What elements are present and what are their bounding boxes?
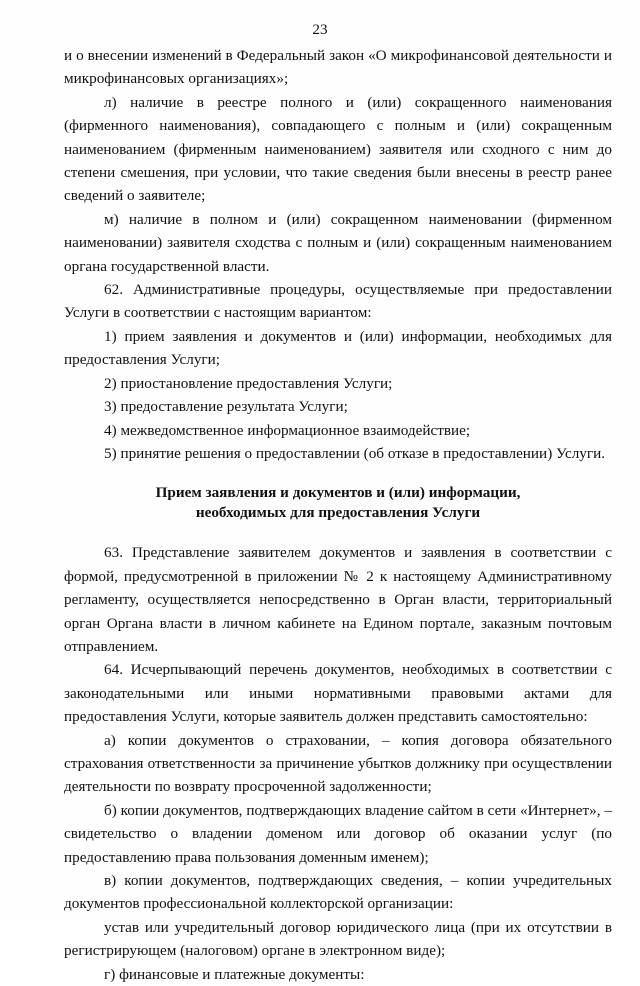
document-body bbox=[64, 44, 612, 986]
paragraph: в) копии документов, подтверждающих сведения, – копии учредительных документов профессиональной коллекторской организации: bbox=[64, 872, 612, 913]
paragraph: 2) приостановление предоставления Услуги; bbox=[104, 374, 393, 392]
paragraph: 5) принятие решения о предоставлении (об отказе в предоставлении) Услуги. bbox=[104, 444, 606, 462]
paragraph: 64. Исчерпывающий перечень документов, необходимых в соответствии с законодательными или иными нормативными правовыми актами для предоставления Услуги, которые заявитель должен представить самостоятельно: bbox=[64, 661, 612, 726]
paragraph: и о внесении изменений в Федеральный закон «О микрофинансовой деятельности и микрофинансовых организациях»; bbox=[64, 47, 612, 88]
paragraph: а) копии документов о страховании, – копия договора обязательного страхования ответственности за причинение убытков должнику при осуществлении деятельности по возврату просроченной задолженности; bbox=[64, 731, 612, 796]
paragraph: 63. Представление заявителем документов и заявления в соответствии с формой, предусмотренной в приложении № 2 к настоящему Административному регламенту, осуществляется непосредственно в Орган власти, территориальный орган Органа власти в личном кабинете на Едином портале, заказным почтовым отправлением. bbox=[64, 544, 612, 655]
paragraph-block-top bbox=[64, 44, 612, 465]
section-heading-line-1: Прием заявления и документов и (или) информации, bbox=[155, 484, 521, 502]
section-heading-line-2: необходимых для предоставления Услуги bbox=[195, 504, 481, 522]
paragraph: л) наличие в реестре полного и (или) сокращенного наименования (фирменного наименования), совпадающего с полным и (или) сокращенным наименованием (фирменным наименованием) заявителя или сходного с ним до степени смешения, при условии, что такие сведения были внесены в реестр ранее сведений о заявителе; bbox=[64, 93, 612, 205]
paragraph-block-bottom bbox=[64, 541, 612, 986]
paragraph: б) копии документов, подтверждающих владение сайтом в сети «Интернет», – свидетельство о владении доменом или договор об оказании услуг (по предоставлению права пользования доменным именем); bbox=[64, 801, 612, 866]
paragraph: устав или учредительный договор юридического лица (при их отсутствии в регистрирующем (налоговом) органе в электронном виде); bbox=[64, 918, 612, 960]
paragraph: г) финансовые и платежные документы: bbox=[104, 965, 365, 983]
paragraph: 62. Административные процедуры, осуществляемые при предоставлении Услуги в соответствии с настоящим вариантом: bbox=[64, 281, 612, 322]
paragraph: 1) прием заявления и документов и (или) информации, необходимых для предоставления Услуги; bbox=[64, 327, 612, 369]
paragraph: 4) межведомственное информационное взаимодействие; bbox=[104, 421, 471, 439]
page-number: 23 bbox=[312, 21, 328, 38]
section-heading bbox=[64, 483, 612, 523]
paragraph: 3) предоставление результата Услуги; bbox=[104, 398, 348, 416]
paragraph: м) наличие в полном и (или) сокращенном наименовании (фирменном наименовании) заявителя сходства с полным и (или) сокращенным наименованием органа государственной власти. bbox=[64, 210, 612, 275]
